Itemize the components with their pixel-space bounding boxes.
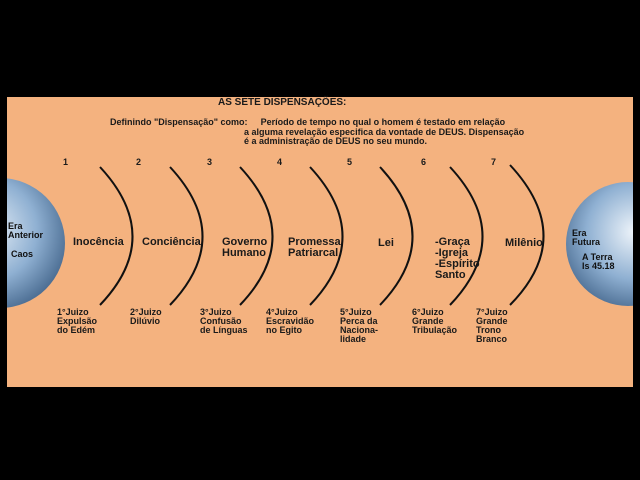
judgment-5	[340, 308, 378, 344]
judgment-7-line-4: Branco	[476, 334, 508, 344]
judgment-7-line-1: 7°Juizo	[476, 307, 508, 317]
number-6: 6	[421, 157, 427, 167]
dispensation-6-line-3: -Espírito	[435, 258, 480, 270]
right-globe-line-1: Era	[572, 228, 587, 238]
diagram-title: AS SETE DISPENSAÇÕES:	[218, 97, 347, 108]
dispensation-2-line-1: Conciência	[142, 236, 201, 248]
judgment-7-line-3: Trono	[476, 325, 501, 335]
number-3: 3	[207, 157, 213, 167]
number-5: 5	[347, 157, 353, 167]
left-globe-line-2: Anterior	[8, 230, 44, 240]
right-globe-line-4: Is 45.18	[582, 261, 615, 271]
judgment-4-line-2: Escravidão	[266, 316, 315, 326]
judgment-5-line-2: Perca da	[340, 316, 378, 326]
dispensation-4-line-2: Patriarcal	[288, 247, 339, 259]
dispensation-3-line-1: Governo	[222, 236, 268, 248]
dispensation-4	[288, 237, 341, 259]
judgment-3-line-3: de Línguas	[200, 325, 248, 335]
dispensation-4-line-1: Promessa	[288, 236, 341, 248]
judgment-5-line-3: Naciona-	[340, 325, 379, 335]
definition-prefix: Definindo "Dispensação" como:	[110, 117, 248, 127]
dispensation-5-line-1: Lei	[378, 237, 394, 249]
dispensation-1	[73, 237, 124, 248]
judgment-1-line-2: Expulsão	[57, 316, 98, 326]
judgment-5-line-4: lidade	[340, 334, 367, 344]
right-globe-text	[572, 229, 615, 271]
judgment-3-line-1: 3°Juizo	[200, 307, 232, 317]
dispensation-7-line-1: Milênio	[505, 237, 543, 249]
dispensation-6	[435, 237, 480, 281]
dispensation-3-line-2: Humano	[222, 247, 266, 259]
definition-line-2: a alguma revelação especifica da vontade de DEUS. Dispensação	[244, 127, 525, 137]
number-1: 1	[63, 157, 69, 167]
judgment-7-line-2: Grande	[476, 316, 508, 326]
judgment-5-line-1: 5°Juizo	[340, 307, 372, 317]
judgment-1-line-3: do Edém	[57, 325, 96, 335]
dispensation-6-line-4: Santo	[435, 269, 466, 281]
judgment-6-line-1: 6°Juizo	[412, 307, 444, 317]
dispensation-1-line-1: Inocência	[73, 236, 124, 248]
judgment-2-line-2: Dilúvio	[130, 316, 161, 326]
judgment-3	[200, 308, 248, 335]
dispensation-5	[378, 238, 394, 249]
judgment-4-line-1: 4°Juizo	[266, 307, 298, 317]
number-7: 7	[491, 157, 497, 167]
judgment-4	[266, 308, 314, 335]
dispensation-3	[222, 237, 267, 259]
left-globe-line-1: Era	[8, 221, 23, 231]
dispensation-7	[505, 238, 543, 249]
arc-divider-5	[380, 167, 413, 305]
left-globe-text	[8, 222, 43, 259]
right-globe-line-2: Futura	[572, 237, 600, 247]
definition-line-1	[110, 117, 505, 127]
judgment-1-line-1: 1°Juizo	[57, 307, 89, 317]
arc-divider-7	[510, 165, 544, 305]
judgment-2-line-1: 2°Juizo	[130, 307, 162, 317]
judgment-4-line-3: no Egito	[266, 325, 302, 335]
judgment-6-line-3: Tribulação	[412, 325, 458, 335]
dispensation-6-line-2: -Igreja	[435, 247, 469, 259]
judgment-7	[476, 308, 508, 344]
definition-line-3: é a administração de DEUS no seu mundo.	[244, 136, 428, 146]
judgment-3-line-2: Confusão	[200, 316, 242, 326]
judgment-2	[130, 308, 162, 326]
left-globe-line-3: Caos	[11, 249, 34, 259]
number-4: 4	[277, 157, 283, 167]
definition-text-1: Período de tempo no qual o homem é testado em relação	[260, 117, 506, 127]
right-globe-line-3: A Terra	[582, 252, 613, 262]
judgment-6	[412, 308, 457, 335]
number-2: 2	[136, 157, 142, 167]
dispensation-2	[142, 237, 201, 248]
judgment-1	[57, 308, 97, 335]
judgment-6-line-2: Grande	[412, 316, 444, 326]
dispensation-6-line-1: -Graça	[435, 236, 470, 248]
diagram-slide	[7, 97, 633, 387]
